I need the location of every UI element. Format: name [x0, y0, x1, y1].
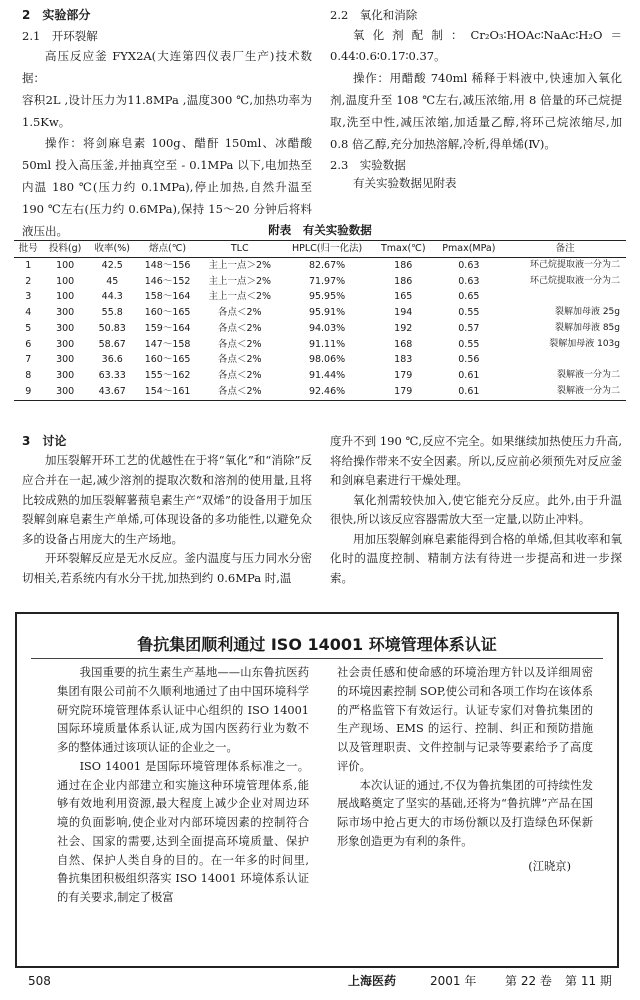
- section-2-1-heading: 2.1 开环裂解: [22, 29, 98, 44]
- footer-rule: [318, 967, 614, 968]
- equipment-paragraph: 高压反应釜 FYX2A(大连第四仪表厂生产)技术数据：: [22, 49, 312, 85]
- table-cell: 300: [56, 370, 75, 382]
- table-header: 收率(%): [88, 241, 137, 258]
- specs-paragraph: 容积2L ,设计压力为11.8MPa ,温度300 ℃,加热功率为1.5Kw。: [22, 92, 312, 129]
- table-cell: 194: [394, 307, 413, 319]
- discussion-left-column: [22, 432, 312, 588]
- table-cell: 7: [25, 354, 32, 366]
- table-cell: 71.97%: [308, 275, 346, 287]
- table-header: HPLC(归一化法): [281, 241, 373, 258]
- journal-volume: 第 22 卷: [505, 974, 552, 988]
- table-title: 附表 有关实验数据: [268, 223, 372, 237]
- section-2-2-heading: 2.2 氧化和消除: [330, 8, 418, 22]
- table-row: [14, 289, 626, 305]
- table-cell: 168: [394, 338, 413, 350]
- table-cell: 0.55: [458, 307, 480, 319]
- table-cell: 165: [394, 291, 413, 303]
- table-cell: 8: [25, 370, 32, 382]
- table-header: 投料(g): [43, 241, 88, 258]
- table-row: [14, 321, 626, 337]
- table-cell: 154～161: [137, 384, 199, 400]
- table-cell: 160～165: [144, 307, 191, 319]
- discussion-paragraph-5: 用加压裂解剑麻皂素能得到合格的单烯,但其收率和氧化时的温度控制、精制方法有待进一步提高和进一步探索。: [330, 531, 622, 585]
- table-cell: 0.57: [458, 322, 480, 334]
- data-reference-paragraph: 有关实验数据见附表: [353, 176, 457, 191]
- table-cell: 环己烷提取液一分为二: [529, 275, 620, 286]
- oxidation-operation-paragraph: 操作：用醋酸 740ml 稀释于料液中,快速加入氧化剂,温度升至 108 ℃左右,减压浓缩,用 8 倍量的环己烷提取,洗至中性,减压浓缩,加适量乙醇,将环己烷浓缩尽,加 0.8 倍乙醇,充分加热溶解,冷析,得单烯(Ⅳ)。: [330, 71, 622, 151]
- table-cell: 91.44%: [308, 370, 346, 382]
- table-cell: 各点＜2%: [217, 307, 262, 319]
- table-cell: 95.95%: [308, 291, 346, 303]
- table-cell: 100: [56, 275, 75, 287]
- page-footer: [0, 972, 640, 994]
- table-cell: 0.63: [458, 259, 480, 271]
- table-cell: 98.06%: [308, 354, 346, 366]
- table-cell: 91.11%: [308, 338, 346, 350]
- table-header: 熔点(℃): [137, 241, 199, 258]
- news-paragraph-1: 我国重要的抗生素生产基地——山东鲁抗医药集团有限公司前不久顺利地通过了由中国环境科学研究院环境管理体系认证中心组织的 ISO 14001 国际环境质量体系认证,成为国内医药行业为数不多的整体通过该项认证的企业之一。: [57, 666, 309, 754]
- table-cell: 82.67%: [308, 259, 346, 271]
- news-title: 鲁抗集团顺利通过 ISO 14001 环境管理体系认证: [137, 635, 497, 654]
- table-cell: 裂解加母液 85g: [554, 323, 620, 334]
- table-cell: 183: [394, 354, 413, 366]
- table-cell: 各点＜2%: [217, 370, 262, 382]
- table-cell: [504, 352, 626, 368]
- table-cell: [504, 289, 626, 305]
- table-cell: 159～164: [144, 322, 191, 334]
- table-header: Tmax(℃): [373, 241, 433, 258]
- table-cell: 主上一点＞2%: [208, 259, 272, 271]
- table-cell: 58.67: [98, 338, 126, 350]
- table-cell: 300: [56, 338, 75, 350]
- table-cell: 3: [25, 291, 32, 303]
- news-right-column: [337, 664, 593, 876]
- table-cell: 0.55: [458, 338, 480, 350]
- table-cell: 36.6: [101, 354, 123, 366]
- table-cell: 0.56: [458, 354, 480, 366]
- table-cell: 158～164: [144, 291, 191, 303]
- table-cell: 147～158: [144, 338, 191, 350]
- table-cell: 300: [43, 384, 88, 400]
- table-cell: 300: [56, 307, 75, 319]
- table-cell: 160～165: [144, 354, 191, 366]
- table-cell: 0.63: [458, 275, 480, 287]
- table-cell: 192: [394, 322, 413, 334]
- table-cell: 1: [25, 259, 32, 271]
- news-paragraph-4: 本次认证的通过,不仅为鲁抗集团的可持续性发展战略奠定了坚实的基础,还将为“鲁抗牌”产品在国际市场中抢占更大的市场份额以及打造绿色环保新形象创造更为有利的条件。: [337, 778, 593, 848]
- journal-issue: 第 11 期: [565, 974, 612, 988]
- table-cell: 2: [25, 275, 32, 287]
- table-cell: 186: [394, 259, 413, 271]
- section-2-3-heading: 2.3 实验数据: [330, 157, 406, 172]
- table-row: [14, 384, 626, 400]
- table-cell: 100: [56, 291, 75, 303]
- table-cell: 63.33: [98, 370, 126, 382]
- table-cell: 148～156: [144, 259, 191, 271]
- table-cell: 43.67: [88, 384, 137, 400]
- table-header-row: [14, 241, 626, 258]
- news-paragraph-2: ISO 14001 是国际环境管理体系标准之一。通过在企业内部建立和实施这种环境管理体系,能够有效地利用资源,最大程度上减少企业对周边环境的负面影响,使企业对内部环境因素的控制符合社会、国家的需要,达到全面提高环境质量、保护自然、保护人类自身的目的。在一年多的时间里,鲁抗集团积极组织落实 ISO 14001 环境体系认证的有关要求,制定了极富: [57, 759, 309, 904]
- table-row: [14, 274, 626, 290]
- table-cell: 5: [25, 322, 32, 334]
- table-cell: 44.3: [101, 291, 123, 303]
- table-cell: 环己烷提取液一分为二: [529, 260, 620, 271]
- table-cell: 155～162: [144, 370, 191, 382]
- table-cell: 9: [14, 384, 43, 400]
- table-cell: 100: [56, 259, 75, 271]
- table-cell: 179: [394, 370, 413, 382]
- news-left-column: [57, 664, 309, 908]
- table-cell: 94.03%: [308, 322, 346, 334]
- table-cell: 裂解液一分为二: [504, 384, 626, 400]
- table-cell: 92.46%: [281, 384, 373, 400]
- news-paragraph-3: 社会责任感和使命感的环境治理方针以及详细周密的环境因素控制 SOP,使公司和各项工作均在该体系的严格监管下有效运行。认证专家们对鲁抗集团的生产现场、EMS 的运行、控制、纠正和预防措施以及管理职责、文件控制与记录等要素给予了高度评价。: [337, 666, 593, 773]
- table-row: [14, 368, 626, 384]
- table-cell: 裂解加母液 25g: [554, 307, 620, 318]
- section-3-heading: 3 讨论: [22, 434, 67, 448]
- table-row: [14, 257, 626, 273]
- table-cell: 300: [56, 354, 75, 366]
- table-cell: 0.61: [433, 384, 504, 400]
- table-header: TLC: [198, 241, 281, 258]
- table-cell: 45: [106, 275, 119, 287]
- table-cell: 55.8: [101, 307, 123, 319]
- journal-year: 2001 年: [430, 974, 477, 988]
- table-row: [14, 352, 626, 368]
- table-header: 批号: [14, 241, 43, 258]
- table-cell: 主上一点＜2%: [208, 291, 272, 303]
- table-row: [14, 337, 626, 353]
- page-number: 508: [28, 974, 51, 988]
- table-cell: 各点＜2%: [217, 354, 262, 366]
- discussion-paragraph-3: 度升不到 190 ℃,反应不完全。如果继续加热使压力升高,将给操作带来不安全因素。所以,反应前必须预先对反应釜和剑麻皂素进行干燥处理。: [330, 434, 622, 488]
- table-cell: 各点＜2%: [217, 338, 262, 350]
- table-cell: 146～152: [144, 275, 191, 287]
- table-cell: 裂解加母液 103g: [549, 338, 620, 349]
- journal-name: 上海医药: [348, 974, 397, 988]
- table-cell: 186: [394, 275, 413, 287]
- news-title-divider: [31, 658, 603, 659]
- table-cell: 各点＜2%: [198, 384, 281, 400]
- top-right-column: [330, 6, 622, 193]
- table-cell: 95.91%: [308, 307, 346, 319]
- experiment-data-table: [14, 240, 626, 401]
- table-cell: 4: [25, 307, 32, 319]
- table-cell: 主上一点＞2%: [208, 275, 272, 287]
- table-cell: 6: [25, 338, 32, 350]
- discussion-paragraph-2: 开环裂解反应是无水反应。釜内温度与压力同水分密切相关,若系统内有水分干扰,加热到约 0.6MPa 时,温: [22, 551, 312, 585]
- table-cell: 50.83: [98, 322, 126, 334]
- table-cell: 300: [56, 322, 75, 334]
- table-row: [14, 305, 626, 321]
- oxidant-paragraph: 氧化剂配制：Cr₂O₃∶HOAc∶NaAc∶H₂O＝0.44∶0.6∶0.17∶0.37。: [330, 27, 622, 64]
- operation-paragraph: 操作：将剑麻皂素 100g、醋酐 150ml、冰醋酸 50ml 投入高压釜,并抽真空至 - 0.1MPa 以下,电加热至内温 180 ℃(压力约 0.1MPa),停止加热,自然升温至 190 ℃左右(压力约 0.6MPa),保持 15～20 分钟后将料液压出。: [22, 136, 312, 238]
- news-author: (江晓京): [528, 859, 571, 873]
- table-header: Pmax(MPa): [433, 241, 504, 258]
- table-header: 备注: [504, 241, 626, 258]
- news-box: [15, 612, 619, 968]
- table-cell: 各点＜2%: [217, 322, 262, 334]
- table-cell: 42.5: [101, 259, 123, 271]
- discussion-paragraph-4: 氧化剂需较快加入,使它能充分反应。此外,由于升温很快,所以该反应容器需放大至一定量,以防止冲料。: [330, 492, 622, 527]
- table-cell: 0.61: [458, 370, 480, 382]
- top-left-column: [22, 6, 312, 243]
- table-cell: 0.65: [458, 291, 480, 303]
- discussion-paragraph-1: 加压裂解开环工艺的优越性在于将“氧化”和“消除”反应合并在一起,减少溶剂的提取次数和溶剂的使用量,且将比较成熟的加压裂解薯蓣皂素生产“双烯”的设备用于加压裂解剑麻皂素生产单烯,可体现设备的多功能性,以避免众多的设备占用庞大的生产场地。: [22, 453, 312, 546]
- table-cell: 裂解液一分为二: [556, 370, 620, 381]
- section-2-heading: 2 实验部分: [22, 8, 91, 22]
- table-cell: 179: [373, 384, 433, 400]
- discussion-right-column: [330, 432, 622, 588]
